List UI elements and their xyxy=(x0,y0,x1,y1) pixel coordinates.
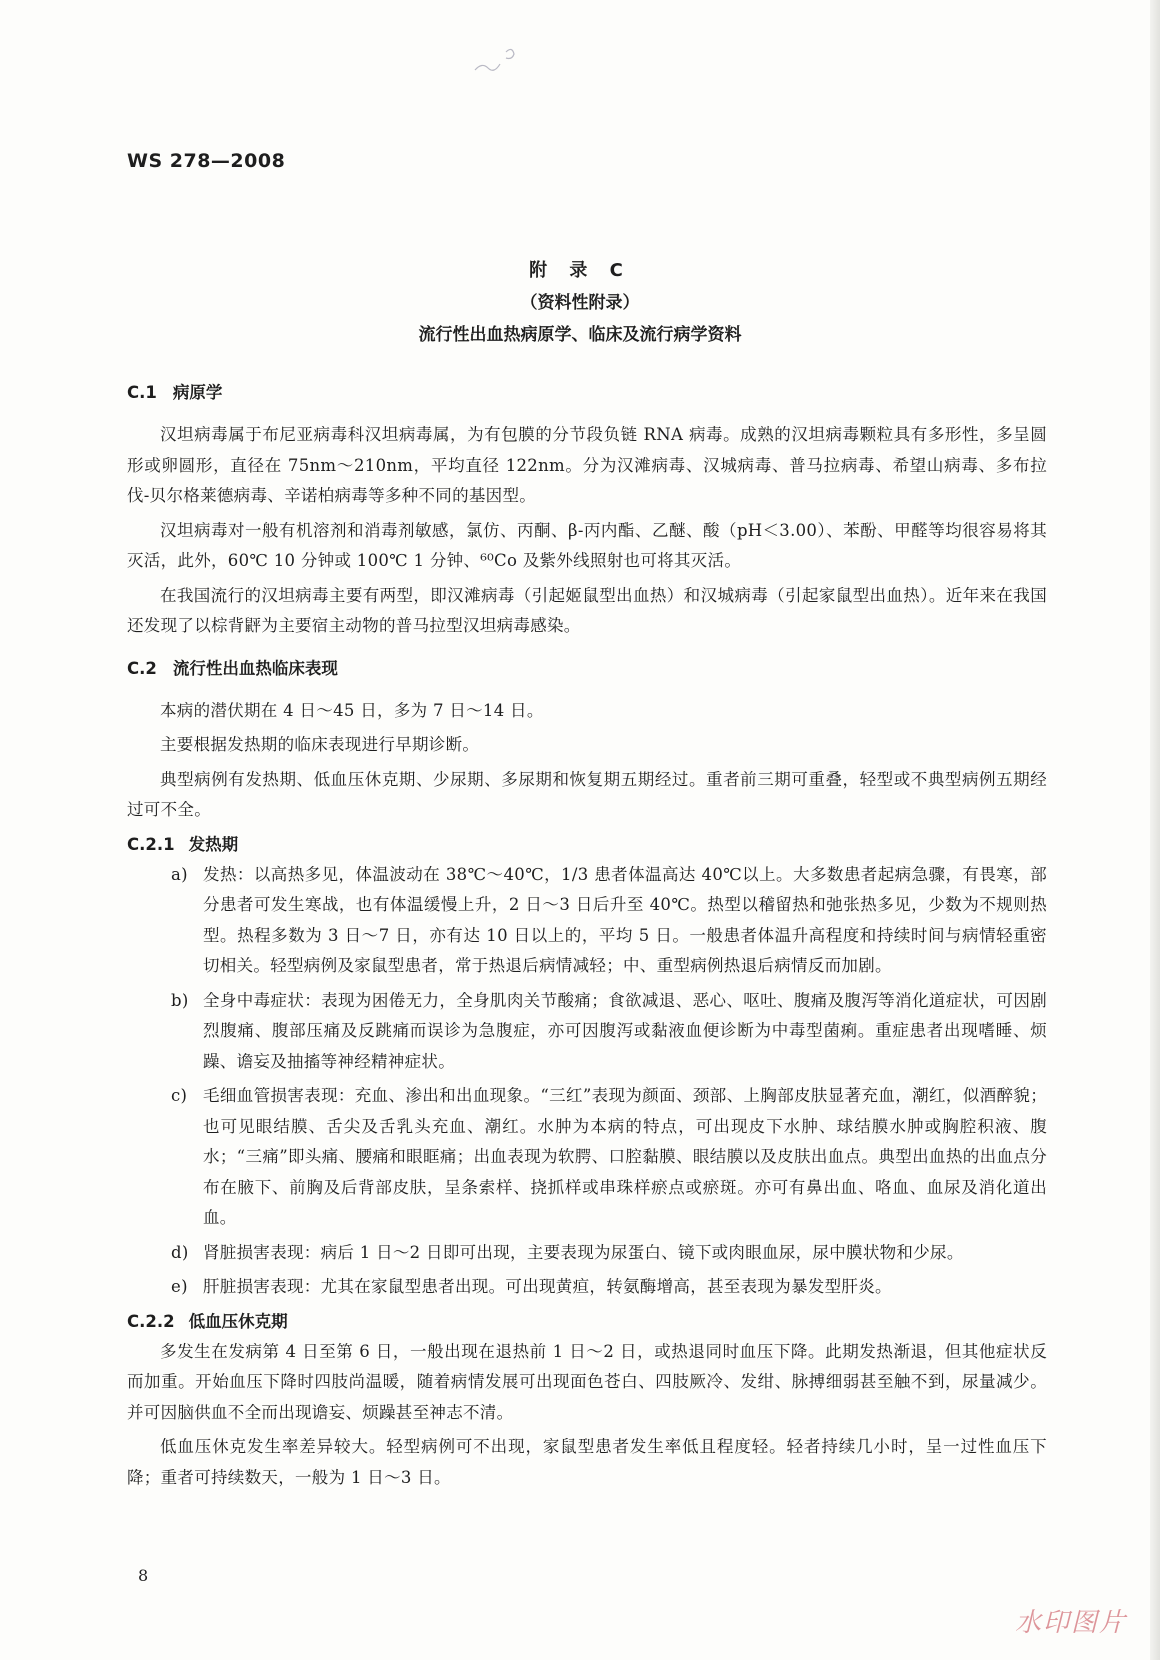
section-number: C.1 xyxy=(127,383,157,402)
list-item xyxy=(127,860,1047,982)
section-title: 流行性出血热临床表现 xyxy=(172,658,338,678)
list-item-text: 全身中毒症状：表现为困倦无力，全身肌肉关节酸痛；食欲减退、恶心、呕吐、腹痛及腹泻等消化道症状，可因剧烈腹痛、腹部压痛及反跳痛而误诊为急腹症，亦可因腹泻或黏液血便诊断为中毒型菌痢。重症患者出现嗜睡、烦躁、谵妄及抽搐等神经精神症状。 xyxy=(203,990,1047,1071)
list-item xyxy=(127,1081,1047,1234)
paragraph: 在我国流行的汉坦病毒主要有两型，即汉滩病毒（引起姬鼠型出血热）和汉城病毒（引起家鼠型出血热）。近年来在我国还发现了以棕背䶄为主要宿主动物的普马拉型汉坦病毒感染。 xyxy=(127,585,1047,635)
list-marker: d) xyxy=(171,1242,189,1262)
page-edge-shadow xyxy=(1150,0,1160,1660)
appendix-title: 附 录 C xyxy=(529,260,631,281)
paragraph: 汉坦病毒属于布尼亚病毒科汉坦病毒属，为有包膜的分节段负链 RNA 病毒。成熟的汉坦病毒颗粒具有多形性，多呈圆形或卵圆形，直径在 75nm～210nm，平均直径 122nm。分为汉滩病毒、汉城病毒、普马拉病毒、希望山病毒、多布拉伐-贝尔格莱德病毒、辛诺柏病毒等多种不同的基因型。 xyxy=(127,425,1047,505)
list-marker: a) xyxy=(171,864,188,884)
section-title: 病原学 xyxy=(172,383,223,402)
subsection-heading-c21 xyxy=(127,830,1047,860)
paragraph: 典型病例有发热期、低血压休克期、少尿期、多尿期和恢复期五期经过。重者前三期可重叠，轻型或不典型病例五期经过可不全。 xyxy=(127,769,1047,819)
paragraph: 本病的潜伏期在 4 日～45 日，多为 7 日～14 日。 xyxy=(160,700,544,720)
paragraph: 低血压休克发生率差异较大。轻型病例可不出现，家鼠型患者发生率低且程度轻。轻者持续几小时，呈一过性血压下降；重者可持续数天，一般为 1 日～3 日。 xyxy=(127,1437,1047,1487)
document-code: WS 278—2008 xyxy=(127,150,286,172)
list-marker: e) xyxy=(171,1277,188,1296)
section-heading-c1 xyxy=(127,378,1047,408)
subsection-number: C.2.1 xyxy=(127,834,175,854)
document-body xyxy=(127,378,1047,1497)
paragraph: 汉坦病毒对一般有机溶剂和消毒剂敏感，氯仿、丙酮、β-丙内酯、乙醚、酸（pH＜3.00）、苯酚、甲醛等均很容易将其灭活，此外，60℃ 10 分钟或 100℃ 1 分钟、⁶⁰Co 及紫外线照射也可将其灭活。 xyxy=(127,520,1047,570)
list-item-text: 肾脏损害表现：病后 1 日～2 日即可出现，主要表现为尿蛋白、镜下或肉眼血尿，尿中膜状物和少尿。 xyxy=(203,1242,964,1262)
appendix-heading: 流行性出血热病原学、临床及流行病学资料 xyxy=(418,325,742,345)
list-marker: b) xyxy=(171,990,189,1010)
section-heading-c2 xyxy=(127,654,1047,684)
subsection-title: 低血压休克期 xyxy=(188,1311,288,1331)
list-marker: c) xyxy=(171,1086,188,1105)
section-number: C.2 xyxy=(127,658,157,678)
paragraph: 主要根据发热期的临床表现进行早期诊断。 xyxy=(160,735,480,754)
subsection-number: C.2.2 xyxy=(127,1311,175,1331)
list-item xyxy=(127,1272,1047,1303)
paragraph: 多发生在发病第 4 日至第 6 日，一般出现在退热前 1 日～2 日，或热退同时血压下降。此期发热渐退，但其他症状反而加重。开始血压下降时四肢尚温暖，随着病情发展可出现面色苍白、四肢厥冷、发绀、脉搏细弱甚至触不到，尿量减少。并可因脑供血不全而出现谵妄、烦躁甚至神志不清。 xyxy=(127,1341,1047,1422)
subsection-heading-c22 xyxy=(127,1307,1047,1337)
list-item-text: 发热：以高热多见，体温波动在 38℃～40℃，1/3 患者体温高达 40℃以上。大多数患者起病急骤，有畏寒，部分患者可发生寒战，也有体温缓慢上升，2 日～3 日后升至 40℃。热型以稽留热和弛张热多见，少数为不规则热型。热程多数为 3 日～7 日，亦有达 10 日以上的，平均 5 日。一般患者体温升高程度和持续时间与病情轻重密切相关。轻型病例及家鼠型患者，常于热退后病情减轻；中、重型病例热退后病情反而加剧。 xyxy=(203,864,1047,975)
list-item-text: 肝脏损害表现：尤其在家鼠型患者出现。可出现黄疸，转氨酶增高，甚至表现为暴发型肝炎。 xyxy=(203,1277,892,1296)
list-item-text: 毛细血管损害表现：充血、渗出和出血现象。“三红”表现为颜面、颈部、上胸部皮肤显著充血，潮红，似酒醉貌；也可见眼结膜、舌尖及舌乳头充血、潮红。水肿为本病的特点，可出现皮下水肿、球结膜水肿或胸腔积液、腹水；“三痛”即头痛、腰痛和眼眶痛；出血表现为软腭、口腔黏膜、眼结膜以及皮肤出血点。典型出血热的出血点分布在腋下、前胸及后背部皮肤，呈条索样、挠抓样或串珠样瘀点或瘀斑。亦可有鼻出血、咯血、血尿及消化道出血。 xyxy=(203,1086,1047,1227)
page-number: 8 xyxy=(138,1566,149,1585)
pen-mark-decoration xyxy=(470,40,530,80)
list-item xyxy=(127,986,1047,1078)
list-item xyxy=(127,1238,1047,1269)
appendix-subtitle: （资料性附录） xyxy=(520,293,640,313)
subsection-title: 发热期 xyxy=(188,834,239,854)
watermark: 水印图片 xyxy=(1015,1608,1128,1638)
